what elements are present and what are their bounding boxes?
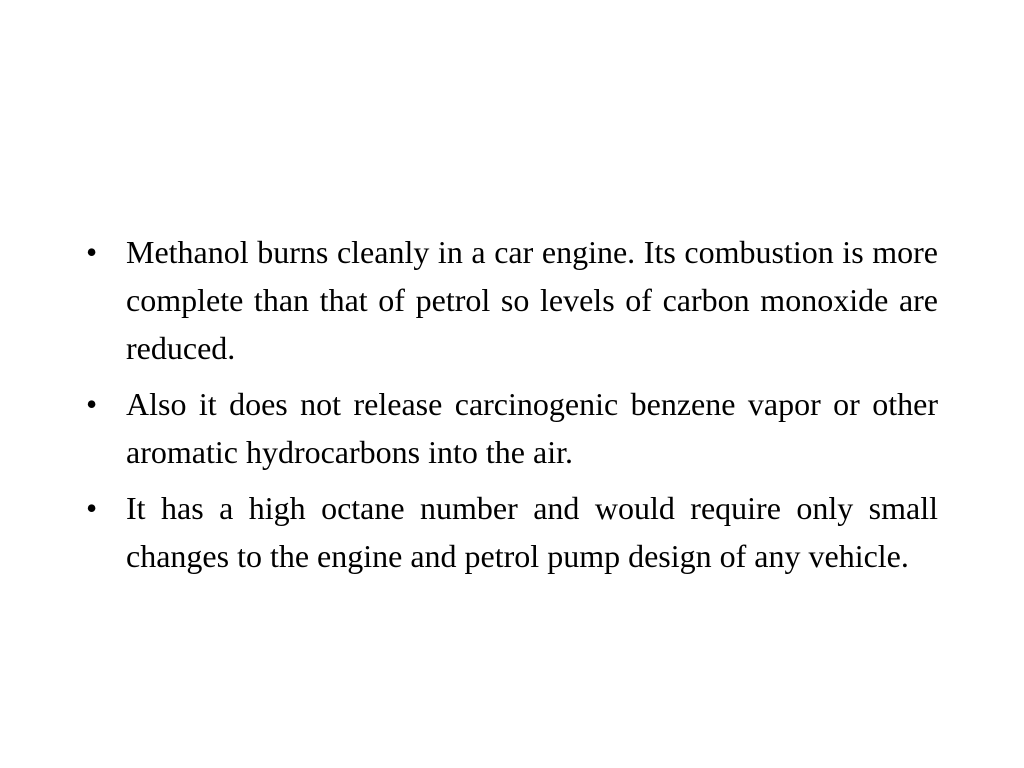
bullet-text: Also it does not release carcinogenic benzene vapor or other aromatic hydrocarbons into the air. <box>126 386 938 470</box>
bullet-item-methanol-burns <box>86 228 938 372</box>
bullet-list <box>86 228 938 588</box>
bullet-item-no-benzene <box>86 380 938 476</box>
bullet-dot-icon: • <box>86 490 98 526</box>
bullet-text: It has a high octane number and would require only small changes to the engine and petrol pump design of any vehicle. <box>126 490 938 574</box>
bullet-dot-icon: • <box>86 234 98 270</box>
bullet-dot-icon: • <box>86 386 98 422</box>
bullet-text: Methanol burns cleanly in a car engine. Its combustion is more complete than that of petrol so levels of carbon monoxide are reduced. <box>126 234 938 366</box>
bullet-item-octane <box>86 484 938 580</box>
